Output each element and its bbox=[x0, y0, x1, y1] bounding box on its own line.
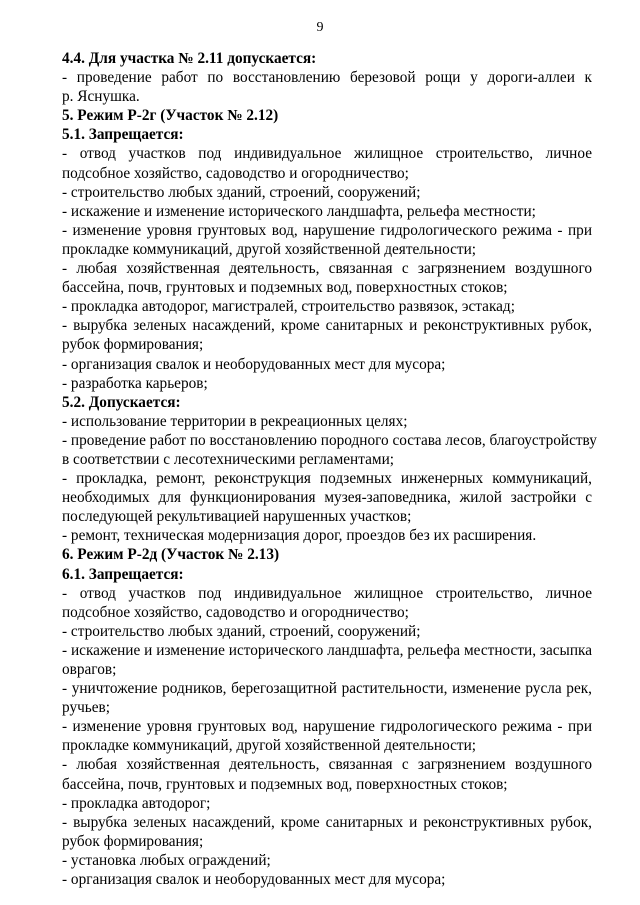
text-line: бассейна, почв, грунтовых и подземных вод, поверхностных стоков; bbox=[62, 279, 508, 297]
section-heading-line: 6. Режим Р-2д (Участок № 2.13) bbox=[62, 546, 280, 564]
section-heading-line: 5.2. Допускается: bbox=[62, 393, 181, 411]
text-line: последующей рекультивацией нарушенных участков; bbox=[62, 508, 412, 526]
text-line: прокладке коммуникаций, другой хозяйственной деятельности; bbox=[62, 240, 477, 258]
document-body bbox=[62, 49, 597, 889]
text-line: - строительство любых зданий, строений, сооружений; bbox=[62, 622, 421, 640]
text-line: - ремонт, техническая модернизация дорог, проездов без их расширения. bbox=[62, 527, 537, 545]
text-line: - строительство любых зданий, строений, сооружений; bbox=[62, 183, 421, 201]
text-line: подсобное хозяйство, садоводство и огородничество; bbox=[62, 164, 409, 182]
text-line: - проведение работ по восстановлению породного состава лесов, благоустройству bbox=[62, 431, 597, 449]
text-line: - проведение работ по восстановлению березовой рощи у дороги-аллеи к bbox=[62, 69, 592, 87]
section-heading-line: 5.1. Запрещается: bbox=[62, 126, 184, 144]
text-line: в соответствии с лесотехническими регламентами; bbox=[62, 450, 395, 468]
text-line: - прокладка автодорог; bbox=[62, 794, 211, 812]
text-line: бассейна, почв, грунтовых и подземных вод, поверхностных стоков; bbox=[62, 775, 508, 793]
text-line: - искажение и изменение исторического ландшафта, рельефа местности, засыпка bbox=[62, 641, 592, 659]
page-number: 9 bbox=[316, 20, 324, 35]
text-line: необходимых для функционирования музея-заповедника, жилой застройки с bbox=[62, 489, 592, 507]
text-line: - вырубка зеленых насаждений, кроме санитарных и реконструктивных рубок, bbox=[62, 813, 592, 831]
text-line: подсобное хозяйство, садоводство и огородничество; bbox=[62, 603, 409, 621]
text-line: р. Яснушка. bbox=[62, 88, 140, 106]
text-line: - прокладка автодорог, магистралей, строительство развязок, эстакад; bbox=[62, 298, 515, 316]
text-line: - отвод участков под индивидуальное жилищное строительство, личное bbox=[62, 584, 592, 602]
text-line: - разработка карьеров; bbox=[62, 374, 208, 392]
text-line: - любая хозяйственная деятельность, связанная с загрязнением воздушного bbox=[62, 260, 592, 278]
text-line: - организация свалок и необорудованных мест для мусора; bbox=[62, 871, 446, 889]
text-line: - установка любых ограждений; bbox=[62, 851, 271, 869]
text-line: - прокладка, ремонт, реконструкция подземных инженерных коммуникаций, bbox=[62, 470, 592, 488]
text-line: ручьев; bbox=[62, 699, 111, 717]
section-heading-line: 5. Режим Р-2г (Участок № 2.12) bbox=[62, 107, 279, 125]
text-line: - вырубка зеленых насаждений, кроме санитарных и реконструктивных рубок, bbox=[62, 317, 592, 335]
text-line: рубок формирования; bbox=[62, 832, 204, 850]
text-line: - изменение уровня грунтовых вод, нарушение гидрологического режима - при bbox=[62, 718, 592, 736]
text-line: - использование территории в рекреационных целях; bbox=[62, 412, 408, 430]
text-line: рубок формирования; bbox=[62, 336, 204, 354]
text-line: - изменение уровня грунтовых вод, нарушение гидрологического режима - при bbox=[62, 221, 592, 239]
section-heading-line: 4.4. Для участка № 2.11 допускается: bbox=[62, 50, 317, 67]
text-line: - искажение и изменение исторического ландшафта, рельефа местности; bbox=[62, 202, 536, 220]
text-line: - отвод участков под индивидуальное жилищное строительство, личное bbox=[62, 145, 592, 163]
text-line: - любая хозяйственная деятельность, связанная с загрязнением воздушного bbox=[62, 756, 592, 774]
text-line: оврагов; bbox=[62, 661, 117, 678]
text-line: прокладке коммуникаций, другой хозяйственной деятельности; bbox=[62, 737, 477, 755]
section-heading-line: 6.1. Запрещается: bbox=[62, 565, 184, 583]
text-line: - уничтожение родников, берегозащитной растительности, изменение русла рек, bbox=[62, 680, 592, 698]
text-line: - организация свалок и необорудованных мест для мусора; bbox=[62, 355, 446, 373]
